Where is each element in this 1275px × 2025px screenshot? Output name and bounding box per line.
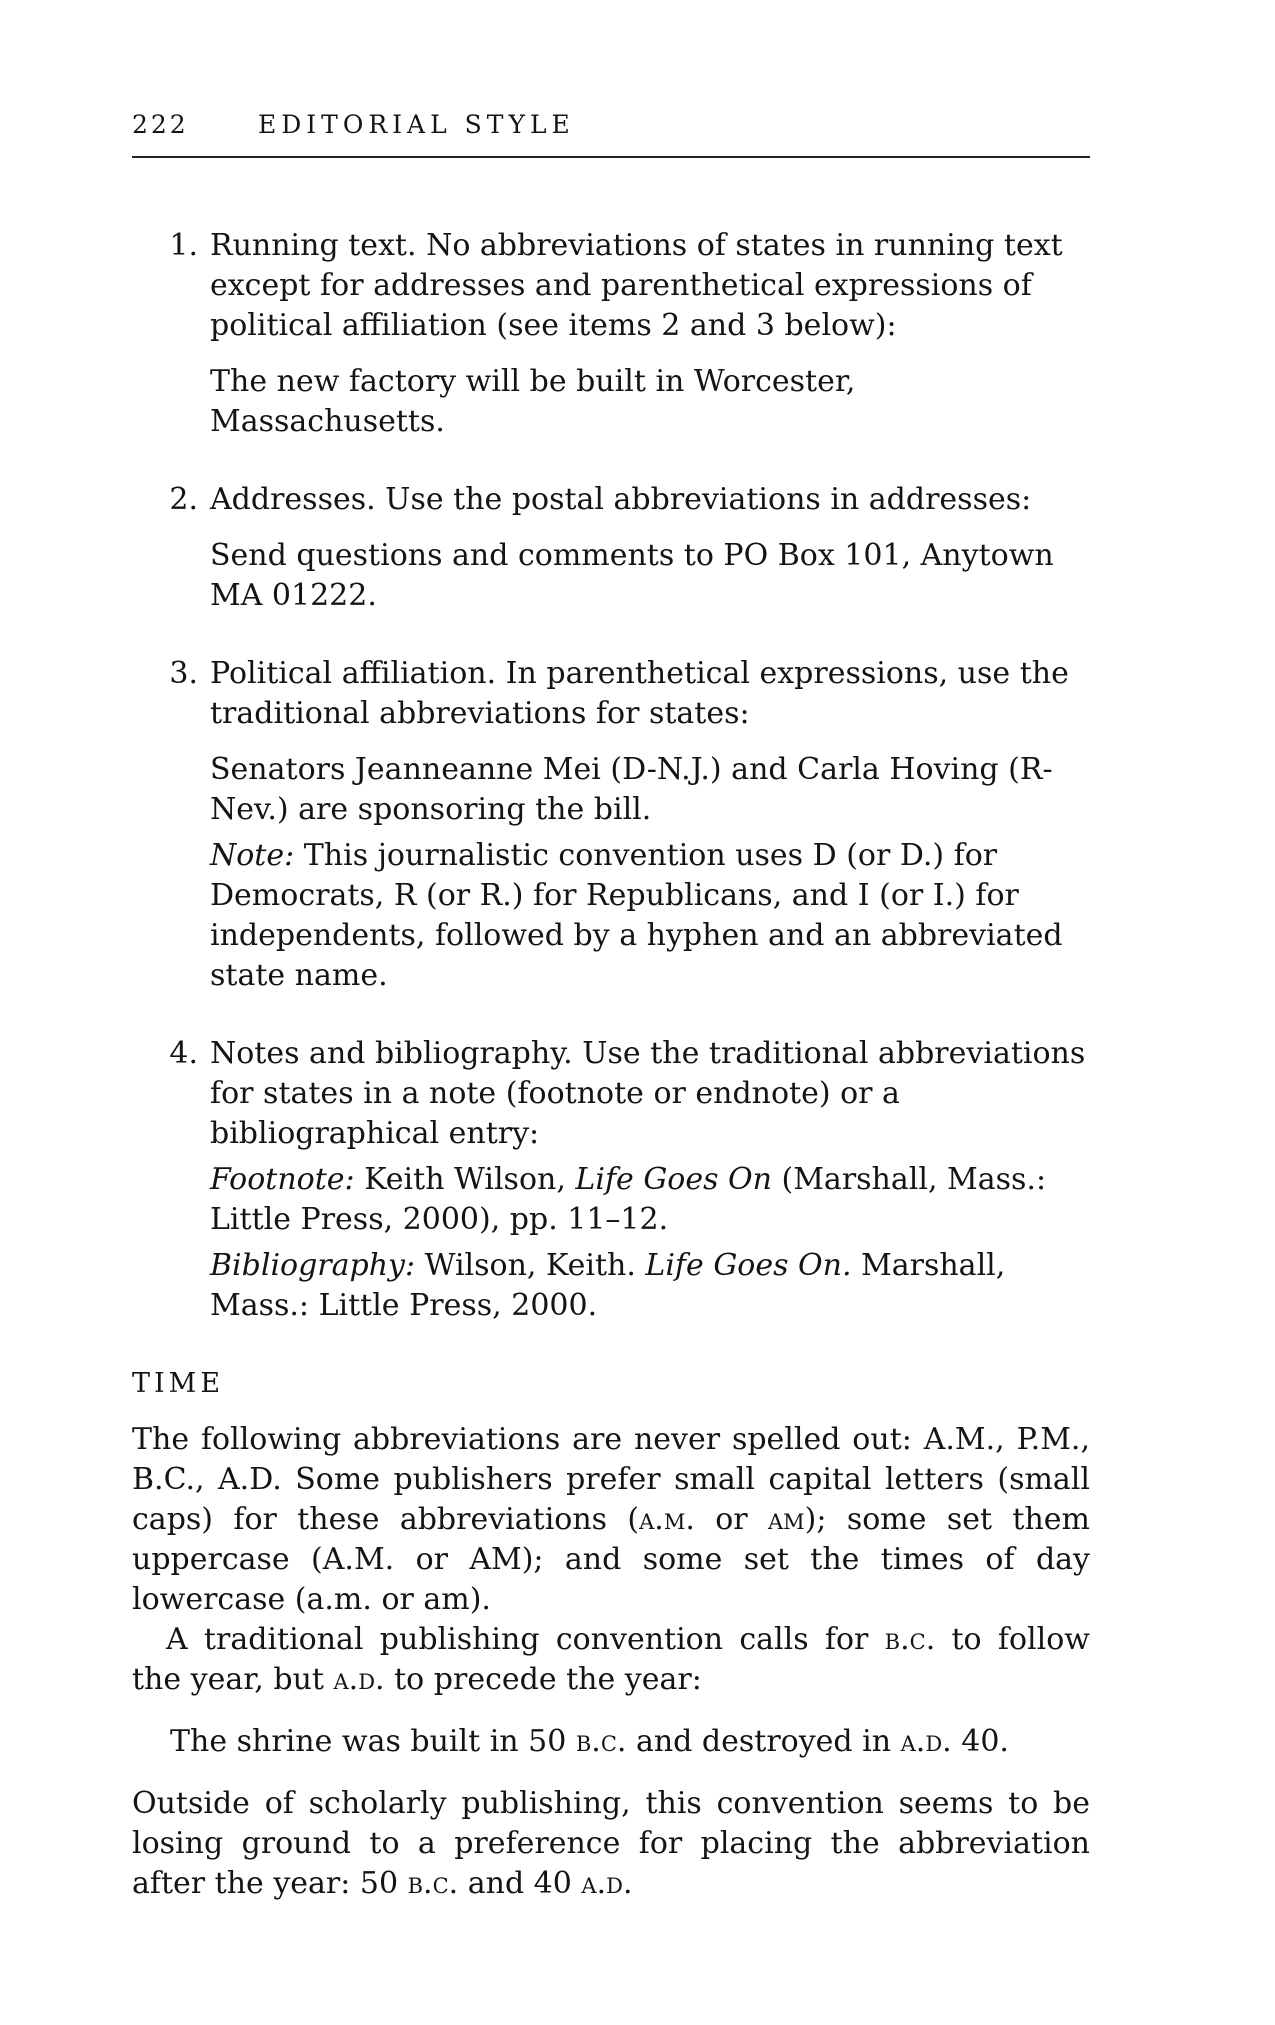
item-content	[210, 1034, 1090, 1326]
note-text: This journalistic convention uses D (or D.) for Democrats, R (or R.) for Republicans, and I (or I.) for independents, followed by a hyphen and an abbreviated state name.	[210, 838, 1063, 993]
footnote-example	[210, 1160, 1090, 1240]
footnote-before: Keith Wilson,	[354, 1162, 576, 1197]
text-run: Outside of scholarly publishing, this convention seems to be losing ground to a preference for placing the abbreviation after the year: 50	[132, 1786, 1090, 1901]
page-number: 222	[132, 110, 189, 139]
text-run: to precede the year:	[384, 1662, 702, 1697]
small-caps-run: a.d.	[900, 1724, 952, 1759]
bibliography-title: Life Goes On.	[645, 1248, 852, 1283]
section-heading: TIME	[132, 1368, 225, 1399]
small-caps-run: b.c.	[407, 1866, 459, 1901]
footnote-after: (Marshall, Mass.: Little Press, 2000), pp. 11–12.	[210, 1162, 1047, 1237]
text-run: ); some set them uppercase (A.M. or AM); and some set the times of day lowercase (a.m. or am).	[132, 1502, 1090, 1617]
list-item	[132, 1034, 1090, 1326]
item-example: Send questions and comments to PO Box 101, Anytown MA 01222.	[210, 538, 1054, 613]
note-label: Note:	[210, 838, 295, 873]
item-number: 2.	[169, 482, 198, 517]
item-text: Political affiliation. In parenthetical expressions, use the traditional abbreviations for states:	[210, 656, 1069, 731]
item-example: The new factory will be built in Worcester, Massachusetts.	[210, 364, 856, 439]
time-paragraph-1	[132, 1420, 1090, 1620]
item-example: Senators Jeanneanne Mei (D-N.J.) and Carla Hoving (R-Nev.) are sponsoring the bill.	[210, 752, 1053, 827]
small-caps-run: a.d.	[581, 1866, 633, 1901]
footnote-title: Life Goes On	[575, 1162, 772, 1197]
item-content	[210, 226, 1090, 442]
item-note	[210, 836, 1090, 996]
item-content	[210, 654, 1090, 996]
item-number: 3.	[169, 656, 198, 691]
text-run: The following abbreviations are never spelled out: A.M., P.M., B.C., A.D. Some publishers prefer small capital letters (small caps) for these abbreviations (	[132, 1422, 1090, 1537]
item-text: Running text. No abbreviations of states in running text except for addresses and parenthetical expressions of political affiliation (see items 2 and 3 below):	[210, 228, 1063, 343]
text-run: to follow the year, but	[132, 1622, 1090, 1697]
footnote-label: Footnote:	[210, 1162, 355, 1197]
text-run: and destroyed in	[626, 1724, 901, 1759]
small-caps-run: am	[768, 1502, 805, 1537]
text-run: The shrine was built in 50	[170, 1724, 576, 1759]
page-body	[132, 226, 1090, 1904]
small-caps-run: b.c.	[884, 1622, 936, 1657]
list-item	[132, 226, 1090, 442]
time-example	[170, 1722, 1090, 1762]
bibliography-after: Marshall, Mass.: Little Press, 2000.	[210, 1248, 1006, 1323]
time-paragraph-2	[132, 1620, 1090, 1700]
running-head: EDITORIAL STYLE	[258, 110, 575, 139]
list-item	[132, 480, 1090, 616]
small-caps-run: a.d.	[333, 1662, 385, 1697]
item-number: 1.	[169, 228, 198, 263]
item-number: 4.	[169, 1036, 198, 1071]
bibliography-label: Bibliography:	[210, 1248, 416, 1283]
list-item	[132, 654, 1090, 996]
small-caps-run: a.m.	[639, 1502, 695, 1537]
text-run: and 40	[458, 1866, 582, 1901]
bibliography-example	[210, 1246, 1090, 1326]
text-run: or	[694, 1502, 768, 1537]
text-run: 40.	[951, 1724, 1009, 1759]
item-text: Notes and bibliography. Use the traditional abbreviations for states in a note (footnote or endnote) or a bibliographical entry:	[210, 1036, 1086, 1151]
page-header	[132, 110, 1090, 158]
time-paragraph-3	[132, 1784, 1090, 1904]
item-content	[210, 480, 1090, 616]
item-text: Addresses. Use the postal abbreviations in addresses:	[210, 482, 1032, 517]
text-run: A traditional publishing convention calls for	[166, 1622, 885, 1657]
bibliography-before: Wilson, Keith.	[415, 1248, 646, 1283]
small-caps-run: b.c.	[575, 1724, 627, 1759]
